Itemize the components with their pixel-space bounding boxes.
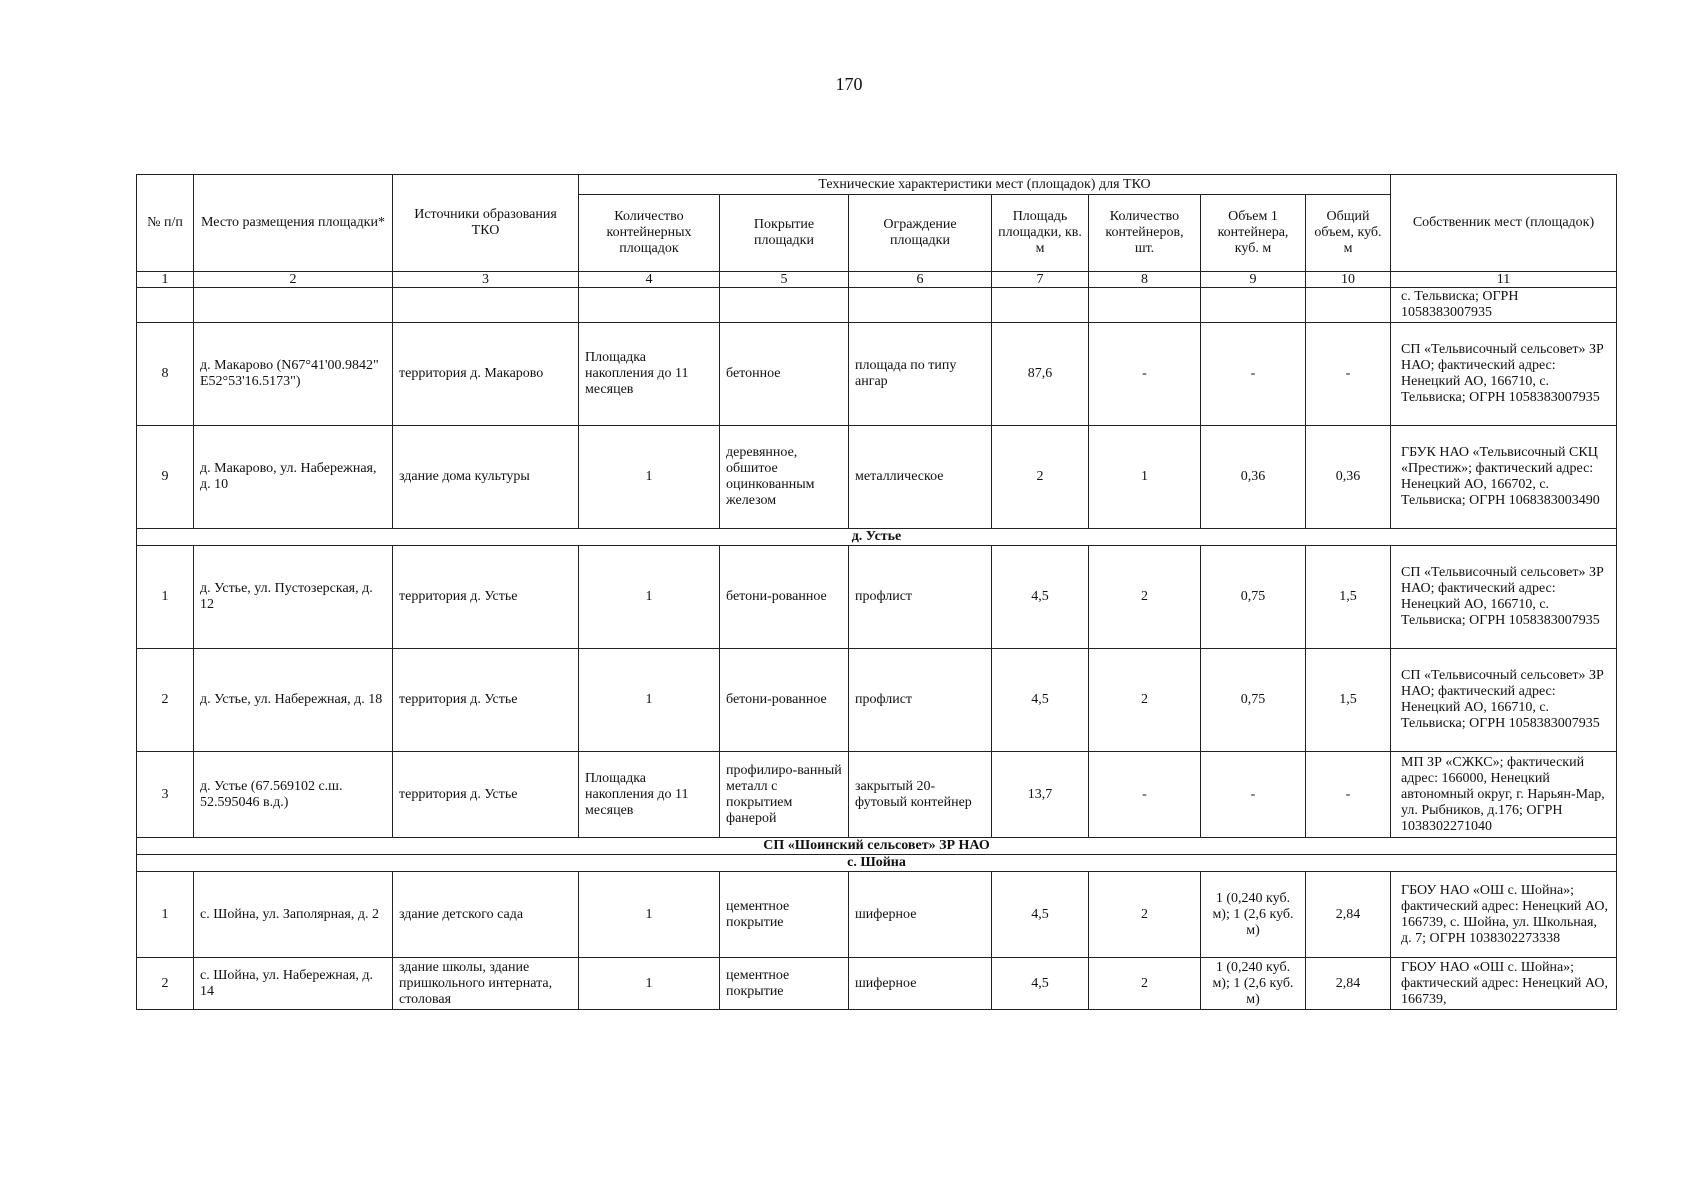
owner-cell: СП «Тельвисочный сельсовет» ЗР НАО; фактический адрес: Ненецкий АО, 166710, с. Тельвиска; ОГРН 1058383007935 bbox=[1391, 323, 1617, 426]
area-cell: 13,7 bbox=[992, 752, 1089, 838]
total-volume-cell: 0,36 bbox=[1306, 426, 1391, 529]
owner-cell: СП «Тельвисочный сельсовет» ЗР НАО; фактический адрес: Ненецкий АО, 166710, с. Тельвиска; ОГРН 1058383007935 bbox=[1391, 546, 1617, 649]
column-number: 8 bbox=[1089, 272, 1201, 288]
owner-cell: СП «Тельвисочный сельсовет» ЗР НАО; фактический адрес: Ненецкий АО, 166710, с. Тельвиска; ОГРН 1058383007935 bbox=[1391, 649, 1617, 752]
table-row bbox=[137, 752, 1617, 838]
owner-cell: с. Тельвиска; ОГРН 1058383007935 bbox=[1391, 288, 1617, 323]
header-place: Место размещения площадки* bbox=[194, 175, 393, 272]
source-cell: здание школы, здание пришкольного интерната, столовая bbox=[393, 958, 579, 1010]
source-cell: здание детского сада bbox=[393, 872, 579, 958]
container-sites-cell: 1 bbox=[579, 958, 720, 1010]
cover-cell: деревянное, обшитое оцинкованным железом bbox=[720, 426, 849, 529]
total-volume-cell: 2,84 bbox=[1306, 958, 1391, 1010]
volume-one-cell: 0,36 bbox=[1201, 426, 1306, 529]
header-tech-characteristics: Технические характеристики мест (площадок) для ТКО bbox=[579, 175, 1391, 195]
containers-count-cell: 2 bbox=[1089, 649, 1201, 752]
section-heading: СП «Шоинский сельсовет» ЗР НАО bbox=[137, 838, 1617, 855]
fence-cell: площада по типу ангар bbox=[849, 323, 992, 426]
place-cell: д. Макарово (N67°41'00.9842" E52°53'16.5173") bbox=[194, 323, 393, 426]
cover-cell: бетони-рованное bbox=[720, 546, 849, 649]
column-number: 4 bbox=[579, 272, 720, 288]
owner-cell: ГБОУ НАО «ОШ с. Шойна»; фактический адрес: Ненецкий АО, 166739, bbox=[1391, 958, 1617, 1010]
area-cell: 2 bbox=[992, 426, 1089, 529]
area-cell: 4,5 bbox=[992, 872, 1089, 958]
header-volume-one: Объем 1 контейнера, куб. м bbox=[1201, 195, 1306, 272]
column-number: 7 bbox=[992, 272, 1089, 288]
column-number: 1 bbox=[137, 272, 194, 288]
area-cell: 4,5 bbox=[992, 546, 1089, 649]
volume-one-cell: 1 (0,240 куб. м); 1 (2,6 куб. м) bbox=[1201, 958, 1306, 1010]
container-sites-cell: Площадка накопления до 11 месяцев bbox=[579, 323, 720, 426]
fence-cell: профлист bbox=[849, 649, 992, 752]
column-number: 5 bbox=[720, 272, 849, 288]
table-row bbox=[137, 323, 1617, 426]
place-cell: с. Шойна, ул. Заполярная, д. 2 bbox=[194, 872, 393, 958]
cover-cell: цементное покрытие bbox=[720, 958, 849, 1010]
containers-count-cell: 2 bbox=[1089, 546, 1201, 649]
tko-sites-table bbox=[136, 174, 1617, 1010]
cover-cell: профилиро-ванный металл с покрытием фанерой bbox=[720, 752, 849, 838]
row-number-cell: 2 bbox=[137, 649, 194, 752]
place-cell: с. Шойна, ул. Набережная, д. 14 bbox=[194, 958, 393, 1010]
column-number: 9 bbox=[1201, 272, 1306, 288]
table-row bbox=[137, 426, 1617, 529]
containers-count-cell: - bbox=[1089, 323, 1201, 426]
total-volume-cell: 1,5 bbox=[1306, 649, 1391, 752]
row-number-cell: 9 bbox=[137, 426, 194, 529]
fence-cell: профлист bbox=[849, 546, 992, 649]
table-row bbox=[137, 288, 1617, 323]
place-cell: д. Макарово, ул. Набережная, д. 10 bbox=[194, 426, 393, 529]
column-number-row bbox=[137, 272, 1617, 288]
source-cell: территория д. Устье bbox=[393, 649, 579, 752]
header-cover: Покрытие площадки bbox=[720, 195, 849, 272]
container-sites-cell: Площадка накопления до 11 месяцев bbox=[579, 752, 720, 838]
header-owner: Собственник мест (площадок) bbox=[1391, 175, 1617, 272]
source-cell: территория д. Устье bbox=[393, 752, 579, 838]
owner-cell: МП ЗР «СЖКС»; фактический адрес: 166000, Ненецкий автономный округ, г. Нарьян-Мар, ул. Рыбников, д.176; ОГРН 1038302271040 bbox=[1391, 752, 1617, 838]
cover-cell: бетони-рованное bbox=[720, 649, 849, 752]
fence-cell: закрытый 20-футовый контейнер bbox=[849, 752, 992, 838]
owner-cell: ГБУК НАО «Тельвисочный СКЦ «Престиж»; фактический адрес: Ненецкий АО, 166702, с. Тельвиска; ОГРН 1068383003490 bbox=[1391, 426, 1617, 529]
source-cell: территория д. Устье bbox=[393, 546, 579, 649]
table-row bbox=[137, 649, 1617, 752]
container-sites-cell: 1 bbox=[579, 872, 720, 958]
column-number: 10 bbox=[1306, 272, 1391, 288]
place-cell: д. Устье, ул. Набережная, д. 18 bbox=[194, 649, 393, 752]
cover-cell: бетонное bbox=[720, 323, 849, 426]
containers-count-cell: 2 bbox=[1089, 872, 1201, 958]
page-number: 170 bbox=[835, 74, 863, 94]
header-fence: Ограждение площадки bbox=[849, 195, 992, 272]
container-sites-cell: 1 bbox=[579, 649, 720, 752]
source-cell: здание дома культуры bbox=[393, 426, 579, 529]
place-cell: д. Устье (67.569102 с.ш. 52.595046 в.д.) bbox=[194, 752, 393, 838]
container-sites-cell: 1 bbox=[579, 426, 720, 529]
column-number: 3 bbox=[393, 272, 579, 288]
table-row bbox=[137, 546, 1617, 649]
section-heading: с. Шойна bbox=[137, 855, 1617, 872]
place-cell: д. Устье, ул. Пустозерская, д. 12 bbox=[194, 546, 393, 649]
volume-one-cell: 0,75 bbox=[1201, 649, 1306, 752]
total-volume-cell: - bbox=[1306, 323, 1391, 426]
column-number: 6 bbox=[849, 272, 992, 288]
owner-cell: ГБОУ НАО «ОШ с. Шойна»; фактический адрес: Ненецкий АО, 166739, с. Шойна, ул. Школьная, д. 7; ОГРН 1038302273338 bbox=[1391, 872, 1617, 958]
source-cell: территория д. Макарово bbox=[393, 323, 579, 426]
fence-cell: металлическое bbox=[849, 426, 992, 529]
total-volume-cell: 1,5 bbox=[1306, 546, 1391, 649]
total-volume-cell: 2,84 bbox=[1306, 872, 1391, 958]
containers-count-cell: 1 bbox=[1089, 426, 1201, 529]
row-number-cell: 1 bbox=[137, 872, 194, 958]
header-container-sites: Количество контейнерных площадок bbox=[579, 195, 720, 272]
volume-one-cell: 0,75 bbox=[1201, 546, 1306, 649]
volume-one-cell: - bbox=[1201, 752, 1306, 838]
header-area: Площадь площадки, кв. м bbox=[992, 195, 1089, 272]
fence-cell: шиферное bbox=[849, 872, 992, 958]
section-heading: д. Устье bbox=[137, 529, 1617, 546]
fence-cell: шиферное bbox=[849, 958, 992, 1010]
cover-cell: цементное покрытие bbox=[720, 872, 849, 958]
table-row bbox=[137, 872, 1617, 958]
row-number-cell: 1 bbox=[137, 546, 194, 649]
volume-one-cell: 1 (0,240 куб. м); 1 (2,6 куб. м) bbox=[1201, 872, 1306, 958]
total-volume-cell: - bbox=[1306, 752, 1391, 838]
containers-count-cell: 2 bbox=[1089, 958, 1201, 1010]
containers-count-cell: - bbox=[1089, 752, 1201, 838]
header-source: Источники образования ТКО bbox=[393, 175, 579, 272]
row-number-cell: 3 bbox=[137, 752, 194, 838]
row-number-cell: 2 bbox=[137, 958, 194, 1010]
header-num: № п/п bbox=[137, 175, 194, 272]
header-containers: Количество контейнеров, шт. bbox=[1089, 195, 1201, 272]
area-cell: 87,6 bbox=[992, 323, 1089, 426]
area-cell: 4,5 bbox=[992, 958, 1089, 1010]
column-number: 2 bbox=[194, 272, 393, 288]
area-cell: 4,5 bbox=[992, 649, 1089, 752]
table-row bbox=[137, 958, 1617, 1010]
volume-one-cell: - bbox=[1201, 323, 1306, 426]
column-number: 11 bbox=[1391, 272, 1617, 288]
container-sites-cell: 1 bbox=[579, 546, 720, 649]
row-number-cell: 8 bbox=[137, 323, 194, 426]
header-total-volume: Общий объем, куб. м bbox=[1306, 195, 1391, 272]
